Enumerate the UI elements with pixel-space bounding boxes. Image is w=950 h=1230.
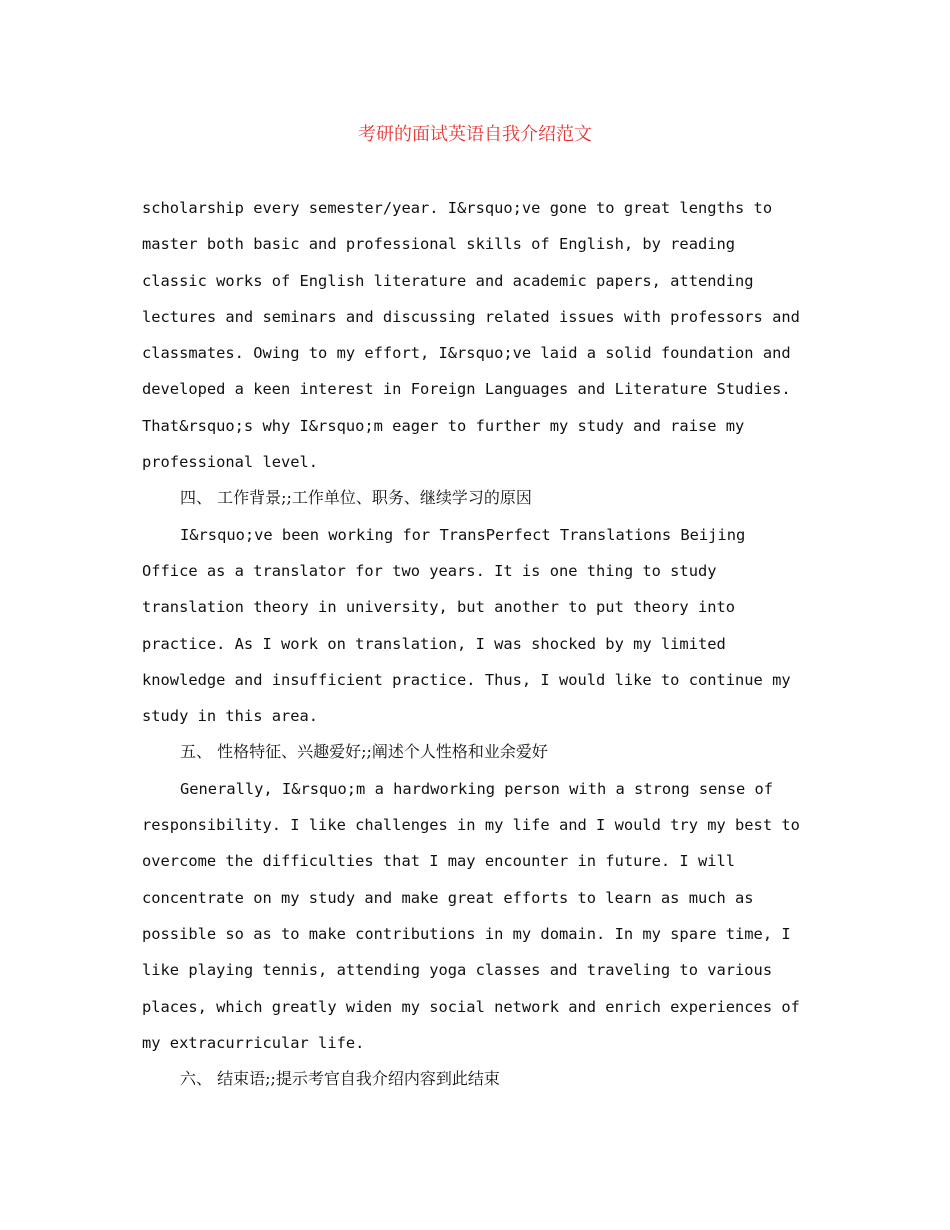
paragraph-line: responsibility. I like challenges in my life and I would try my best to — [142, 816, 800, 835]
section-heading: 四、 工作背景;;工作单位、职务、继续学习的原因 — [180, 488, 532, 508]
paragraph-line: Office as a translator for two years. It is one thing to study — [142, 561, 717, 580]
paragraph-line: like playing tennis, attending yoga classes and traveling to various — [142, 961, 773, 980]
paragraph-line: knowledge and insufficient practice. Thus, I would like to continue my — [142, 670, 791, 689]
paragraph-line: classic works of English literature and academic papers, attending — [142, 271, 754, 290]
paragraph-line: That&rsquo;s why I&rsquo;m eager to further my study and raise my — [142, 416, 745, 435]
section-heading: 六、 结束语;;提示考官自我介绍内容到此结束 — [180, 1069, 500, 1089]
paragraph-line: classmates. Owing to my effort, I&rsquo;ve laid a solid foundation and — [142, 344, 791, 363]
document-title: 考研的面试英语自我介绍范文 — [358, 124, 592, 145]
paragraph-line: master both basic and professional skills of English, by reading — [142, 235, 736, 254]
paragraph-line: lectures and seminars and discussing related issues with professors and — [142, 307, 800, 326]
paragraph-first-line: I&rsquo;ve been working for TransPerfect Translations Beijing — [180, 525, 746, 544]
paragraph-line: concentrate on my study and make great efforts to learn as much as — [142, 888, 754, 907]
section-heading: 五、 性格特征、兴趣爱好;;阐述个人性格和业余爱好 — [180, 742, 548, 762]
paragraph-line: scholarship every semester/year. I&rsquo;ve gone to great lengths to — [142, 199, 773, 217]
paragraph-line: developed a keen interest in Foreign Languages and Literature Studies. — [142, 380, 791, 399]
document-body — [142, 190, 812, 1097]
paragraph-line: places, which greatly widen my social network and enrich experiences of — [142, 997, 800, 1016]
paragraph-line: study in this area. — [142, 707, 319, 726]
paragraph-line: overcome the difficulties that I may encounter in future. I will — [142, 852, 736, 871]
paragraph-line: practice. As I work on translation, I was shocked by my limited — [142, 634, 726, 653]
paragraph-line: professional level. — [142, 453, 319, 472]
paragraph-first-line: Generally, I&rsquo;m a hardworking person with a strong sense of — [180, 779, 774, 798]
paragraph-line: possible so as to make contributions in my domain. In my spare time, I — [142, 924, 791, 943]
paragraph-line: translation theory in university, but another to put theory into — [142, 598, 736, 617]
paragraph-line: my extracurricular life. — [142, 1033, 365, 1052]
